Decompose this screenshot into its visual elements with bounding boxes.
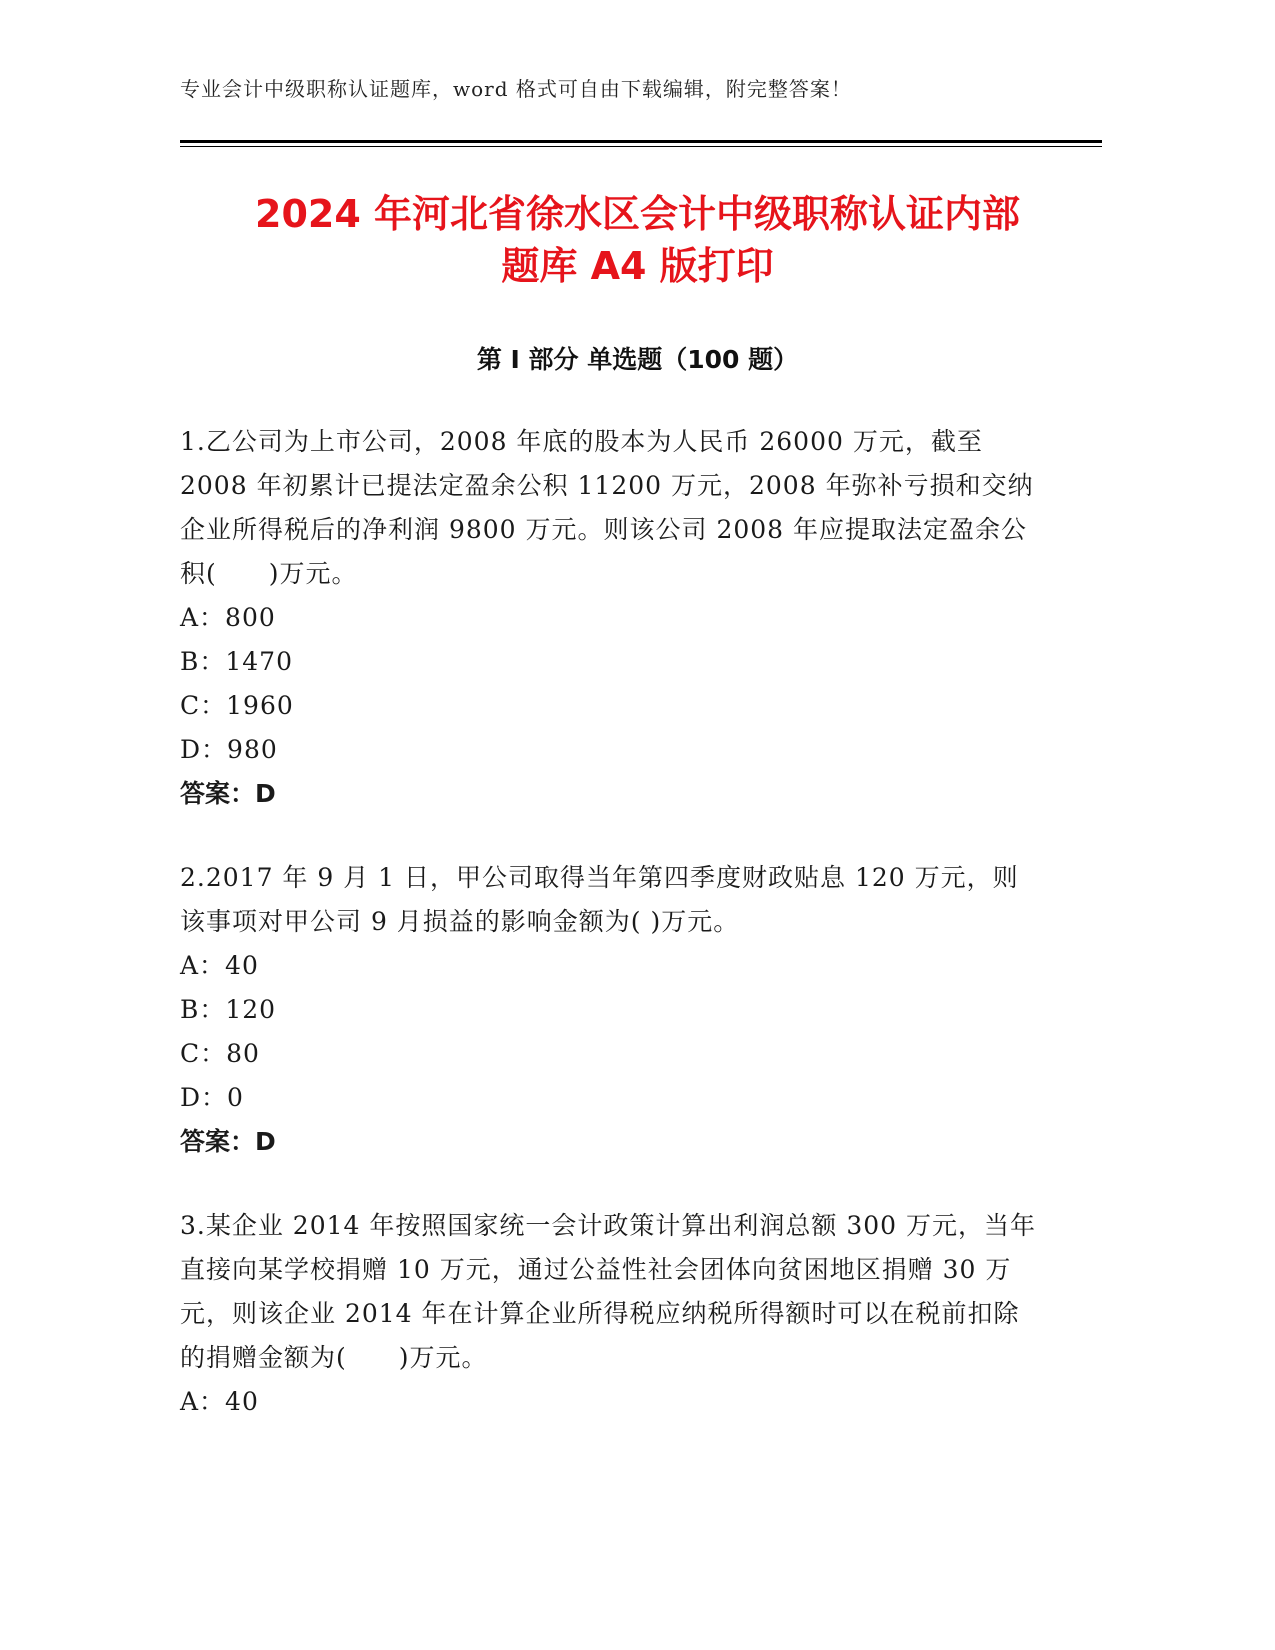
header-rule-thick [180,140,1102,143]
header-rule-thin [180,146,1102,147]
option-a: A：40 [180,951,259,980]
question-stem: 1.乙公司为上市公司，2008 年底的股本为人民币 26000 万元，截至 2008 年初累计已提法定盈余公积 11200 万元，2008 年弥补亏损和交纳企业所得税后的净利润 9800 万元。则该公司 2008 年应提取法定盈余公积( )万元。 [180,427,1034,588]
option-a: A：800 [180,603,276,632]
document-title-line-1: 2024 年河北省徐水区会计中级职称认证内部 [255,192,1020,236]
option-d: D：980 [180,735,278,764]
question-3 [180,1204,1040,1424]
answer-line: 答案：D [180,1127,276,1156]
document-title-line-2: 题库 A4 版打印 [501,244,774,288]
question-1 [180,420,1040,816]
option-b: B：120 [180,995,277,1024]
answer-line: 答案：D [180,779,276,808]
document-title [150,188,1125,292]
option-c: C：80 [180,1039,260,1068]
question-2 [180,856,1040,1164]
page-header: 专业会计中级职称认证题库，word 格式可自由下载编辑，附完整答案！ [180,77,852,101]
question-stem: 2.2017 年 9 月 1 日，甲公司取得当年第四季度财政贴息 120 万元，则该事项对甲公司 9 月损益的影响金额为( )万元。 [180,863,1019,936]
option-c: C：1960 [180,691,294,720]
option-a: A：40 [180,1387,259,1416]
question-stem: 3.某企业 2014 年按照国家统一会计政策计算出利润总额 300 万元，当年直接向某学校捐赠 10 万元，通过公益性社会团体向贫困地区捐赠 30 万元，则该企业 2014 年在计算企业所得税应纳税所得额时可以在税前扣除的捐赠金额为( )万元。 [180,1211,1036,1372]
section-title: 第 I 部分 单选题（100 题） [476,345,799,374]
option-d: D：0 [180,1083,244,1112]
option-b: B：1470 [180,647,293,676]
